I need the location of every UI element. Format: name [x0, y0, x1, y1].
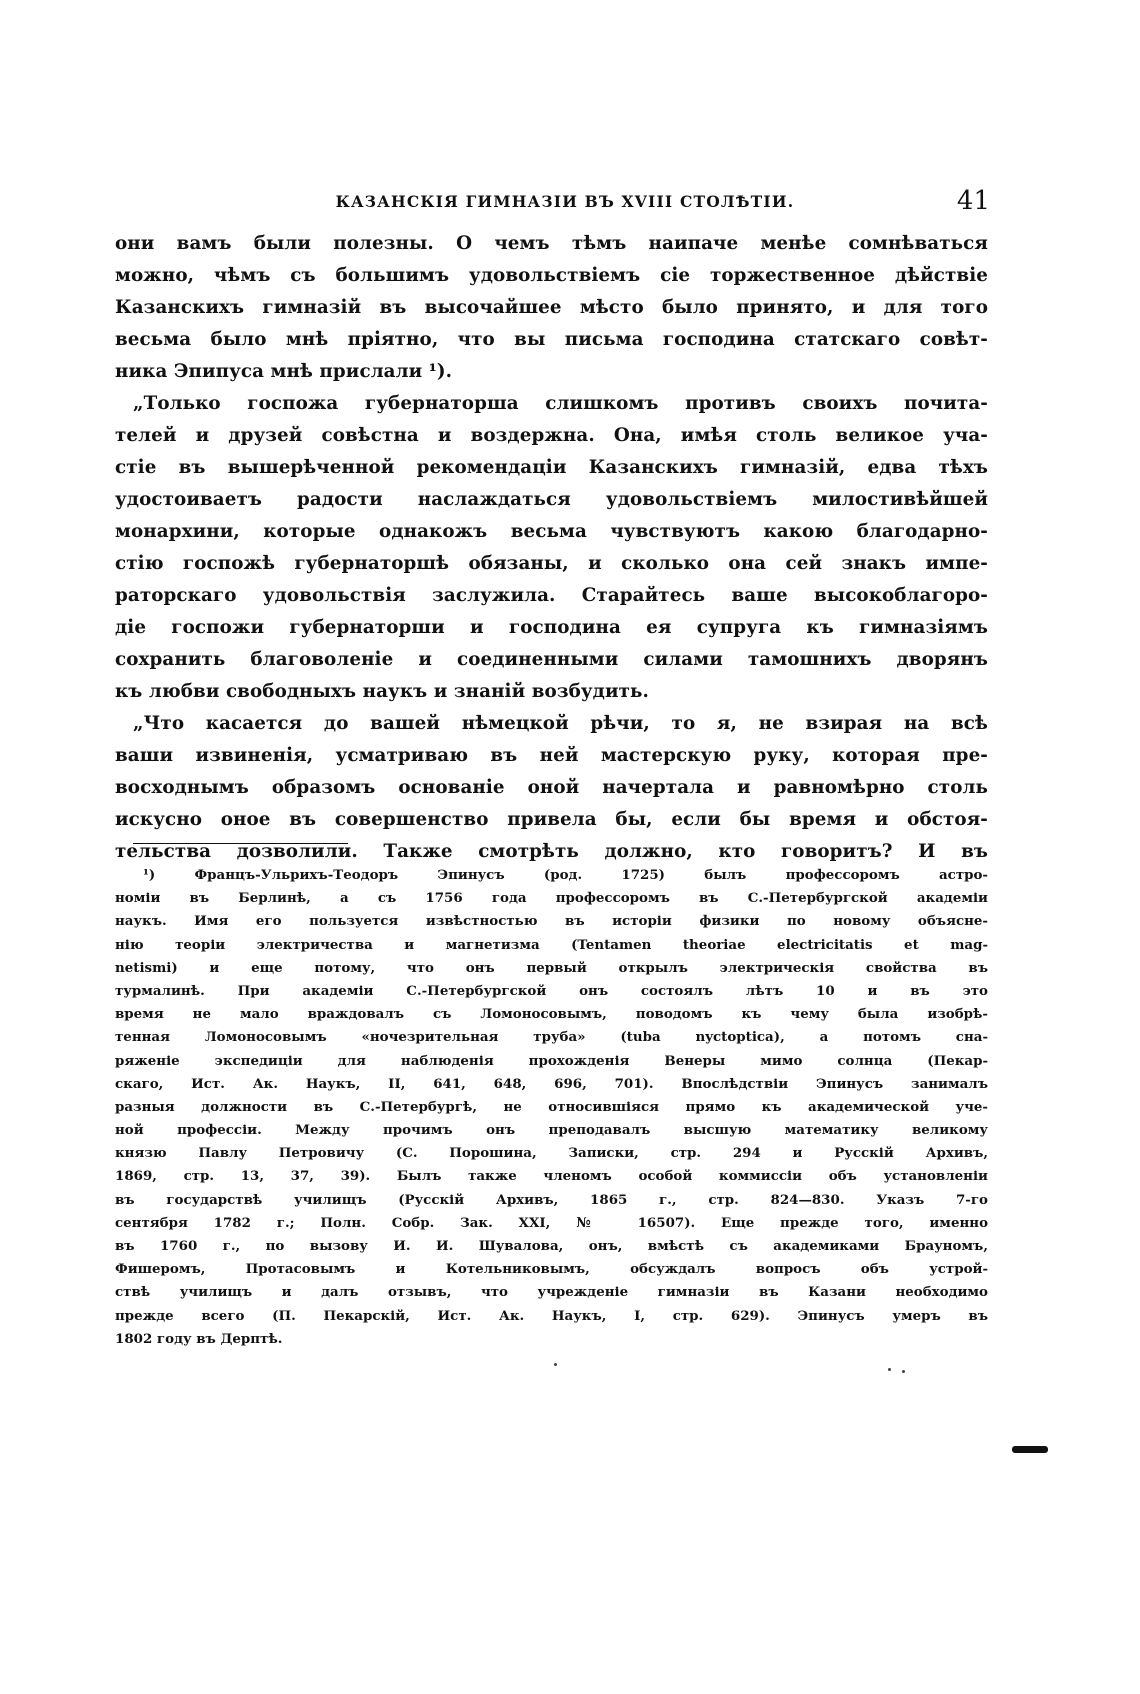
footnote: [115, 864, 988, 1351]
main-text: [115, 228, 988, 868]
text-line: удостоиваетъ радости наслаждаться удовольствіемъ милостивѣйшей: [115, 489, 988, 510]
text-line: они вамъ были полезны. О чемъ тѣмъ наипаче менѣе сомнѣваться: [115, 233, 988, 254]
text-line: къ любви свободныхъ наукъ и знаній возбудить.: [115, 681, 650, 702]
footnote-line: наукъ. Имя его пользуется извѣстностью въ исторіи физики по новому объясне-: [115, 913, 988, 930]
footnote-separator: [133, 843, 348, 844]
text-line: стіе въ вышерѣченной рекомендаціи Казанскихъ гимназій, едва тѣхъ: [115, 457, 988, 478]
text-line: телей и друзей совѣстна и воздержна. Она, имѣя столь великое уча-: [115, 425, 988, 446]
footnote-line: прежде всего (П. Пекарскій, Ист. Ак. Наукъ, I, стр. 629). Эпинусъ умеръ въ: [115, 1307, 988, 1324]
text-line: ваши извиненія, усматриваю въ ней мастерскую руку, которая пре-: [115, 745, 988, 766]
footnote-line: въ государствѣ училищъ (Русскій Архивъ, 1865 г., стр. 824—830. Указъ 7-го: [115, 1191, 988, 1208]
text-line: діе госпожи губернаторши и господина ея супруга къ гимназіямъ: [115, 617, 988, 638]
footnote-line: тенная Ломоносовымъ «ночезрительная труба» (tuba nyctoptica), а потомъ сна-: [115, 1029, 988, 1046]
text-line: Казанскихъ гимназій въ высочайшее мѣсто было принято, и для того: [115, 297, 988, 318]
text-line: весьма было мнѣ пріятно, что вы письма господина статскаго совѣт-: [115, 329, 988, 350]
footnote-line: турмалинѣ. При академіи С.-Петербургской онъ состоялъ лѣтъ 10 и въ это: [115, 982, 988, 999]
footnote-line: ряженіе экспедиціи для наблюденія прохожденія Венеры мимо солнца (Пекар-: [115, 1052, 988, 1069]
text-line: тельства дозволили. Также смотрѣть должно, кто говоритъ? И въ: [115, 841, 988, 862]
text-line: ника Эпипуса мнѣ прислали ¹).: [115, 361, 453, 382]
footnote-line: 1802 году въ Дерптѣ.: [115, 1330, 283, 1347]
scan-speck: [888, 1368, 891, 1371]
footnote-line: время не мало враждовалъ съ Ломоносовымъ, поводомъ къ чему была изобрѣ-: [115, 1006, 988, 1023]
footnote-line: ной профессіи. Между прочимъ онъ преподавалъ высшую математику великому: [115, 1122, 988, 1139]
page-number: 41: [956, 186, 990, 216]
footnote-line: разныя должности въ С.-Петербургѣ, не относившіяся прямо къ академической уче-: [115, 1098, 988, 1115]
footnote-line: князю Павлу Петровичу (С. Порошина, Записки, стр. 294 и Русскій Архивъ,: [115, 1145, 988, 1162]
footnote-line: сентября 1782 г.; Полн. Собр. Зак. XXI, № 16507). Еще прежде того, именно: [115, 1214, 988, 1231]
footnote-line: номіи въ Берлинѣ, а съ 1756 года профессоромъ въ С.-Петербургской академіи: [115, 890, 988, 907]
footnote-line: Фишеромъ, Протасовымъ и Котельниковымъ, обсуждалъ вопросъ объ устрой-: [115, 1261, 988, 1278]
text-line: „Только госпожа губернаторша слишкомъ противъ своихъ почита-: [133, 393, 988, 414]
text-line: восходнымъ образомъ основаніе оной начертала и равномѣрно столь: [115, 777, 988, 798]
footnote-line: netismi) и еще потому, что онъ первый открылъ электрическія свойства въ: [115, 959, 988, 976]
text-line: монархини, которые однакожъ весьма чувствуютъ какою благодарно-: [115, 521, 988, 542]
footnote-line: ствѣ училищъ и далъ отзывъ, что учрежденіе гимназіи въ Казани необходимо: [115, 1284, 988, 1301]
text-line: сохранить благоволеніе и соединенными силами тамошнихъ дворянъ: [115, 649, 988, 670]
footnote-line: ¹) Францъ-Ульрихъ-Теодоръ Эпинусъ (род. 1725) былъ профессоромъ астро-: [143, 867, 988, 883]
footnote-line: въ 1760 г., по вызову И. И. Шувалова, онъ, вмѣстѣ съ академиками Брауномъ,: [115, 1238, 988, 1254]
running-head: [140, 188, 990, 220]
text-line: искусно оное въ совершенство привела бы, если бы время и обстоя-: [115, 809, 988, 830]
margin-mark: [1012, 1446, 1048, 1453]
text-line: можно, чѣмъ съ большимъ удовольствіемъ сіе торжественное дѣйствіе: [115, 265, 988, 286]
running-title: КАЗАНСКІЯ ГИМНАЗІИ ВЪ XVIII СТОЛѢТІИ.: [335, 192, 795, 211]
footnote-line: скаго, Ист. Ак. Наукъ, II, 641, 648, 696, 701). Впослѣдствіи Эпинусъ занималъ: [115, 1075, 988, 1092]
text-line: „Что касается до вашей нѣмецкой рѣчи, то я, не взирая на всѣ: [133, 713, 988, 734]
scan-speck: [902, 1370, 905, 1373]
text-line: раторскаго удовольствія заслужила. Старайтесь ваше высокоблагоро-: [115, 585, 988, 606]
footnote-line: нію теоріи электричества и магнетизма (Tentamen theoriae electricitatis et mag-: [115, 936, 988, 953]
scan-speck: [554, 1363, 557, 1366]
footnote-line: 1869, стр. 13, 37, 39). Былъ также членомъ особой коммиссіи объ установленіи: [115, 1168, 988, 1185]
text-line: стію госпожѣ губернаторшѣ обязаны, и сколько она сей знакъ импе-: [115, 553, 988, 574]
